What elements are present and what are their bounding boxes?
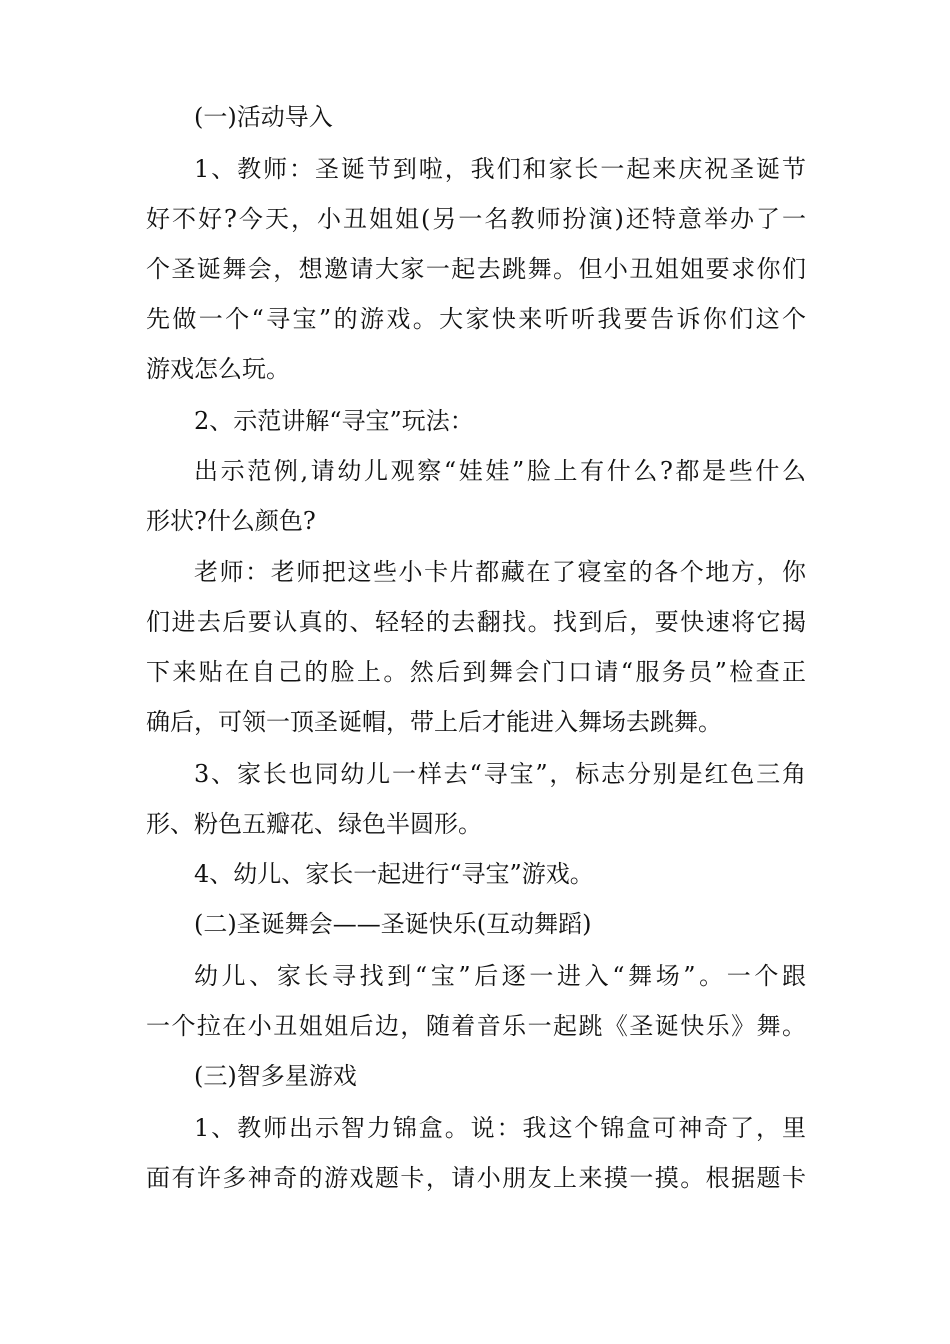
paragraph-line: 老师：老师把这些小卡片都藏在了寝室的各个地方，你 — [194, 558, 806, 586]
paragraph-line: 4、幼儿、家长一起进行“寻宝”游戏。 — [194, 860, 594, 888]
section-heading-activity-intro: (一)活动导入 — [194, 103, 333, 131]
paragraph-line: 先做一个“寻宝”的游戏。大家快来听听我要告诉你们这个 — [146, 305, 806, 333]
paragraph-line: 2、示范讲解“寻宝”玩法： — [194, 407, 474, 435]
paragraph-line: 出示范例,请幼儿观察“娃娃”脸上有什么?都是些什么 — [194, 457, 806, 485]
section-heading-christmas-dance: (二)圣诞舞会——圣诞快乐(互动舞蹈) — [194, 910, 592, 938]
section-heading-smart-star-game: (三)智多星游戏 — [194, 1062, 357, 1090]
paragraph-line: 游戏怎么玩。 — [146, 355, 290, 383]
paragraph-line: 面有许多神奇的游戏题卡，请小朋友上来摸一摸。根据题卡 — [146, 1164, 806, 1192]
paragraph-line: 幼儿、家长寻找到“宝”后逐一进入“舞场”。一个跟 — [194, 962, 806, 990]
paragraph-line: 一个拉在小丑姐姐后边，随着音乐一起跳《圣诞快乐》舞。 — [146, 1012, 806, 1040]
paragraph-line: 下来贴在自己的脸上。然后到舞会门口请“服务员”检查正 — [146, 658, 806, 686]
paragraph-line: 个圣诞舞会，想邀请大家一起去跳舞。但小丑姐姐要求你们 — [146, 255, 806, 283]
paragraph-line: 3、家长也同幼儿一样去“寻宝”，标志分别是红色三角 — [194, 760, 806, 788]
paragraph-line: 们进去后要认真的、轻轻的去翻找。找到后，要快速将它揭 — [146, 608, 806, 636]
paragraph-line: 好不好?今天，小丑姐姐(另一名教师扮演)还特意举办了一 — [146, 205, 806, 233]
paragraph-line: 1、教师：圣诞节到啦，我们和家长一起来庆祝圣诞节 — [194, 155, 806, 183]
paragraph-line: 1、教师出示智力锦盒。说：我这个锦盒可神奇了，里 — [194, 1114, 806, 1142]
paragraph-line: 形、粉色五瓣花、绿色半圆形。 — [146, 810, 482, 838]
paragraph-line: 确后，可领一顶圣诞帽，带上后才能进入舞场去跳舞。 — [146, 708, 722, 736]
paragraph-line: 形状?什么颜色? — [146, 507, 316, 535]
